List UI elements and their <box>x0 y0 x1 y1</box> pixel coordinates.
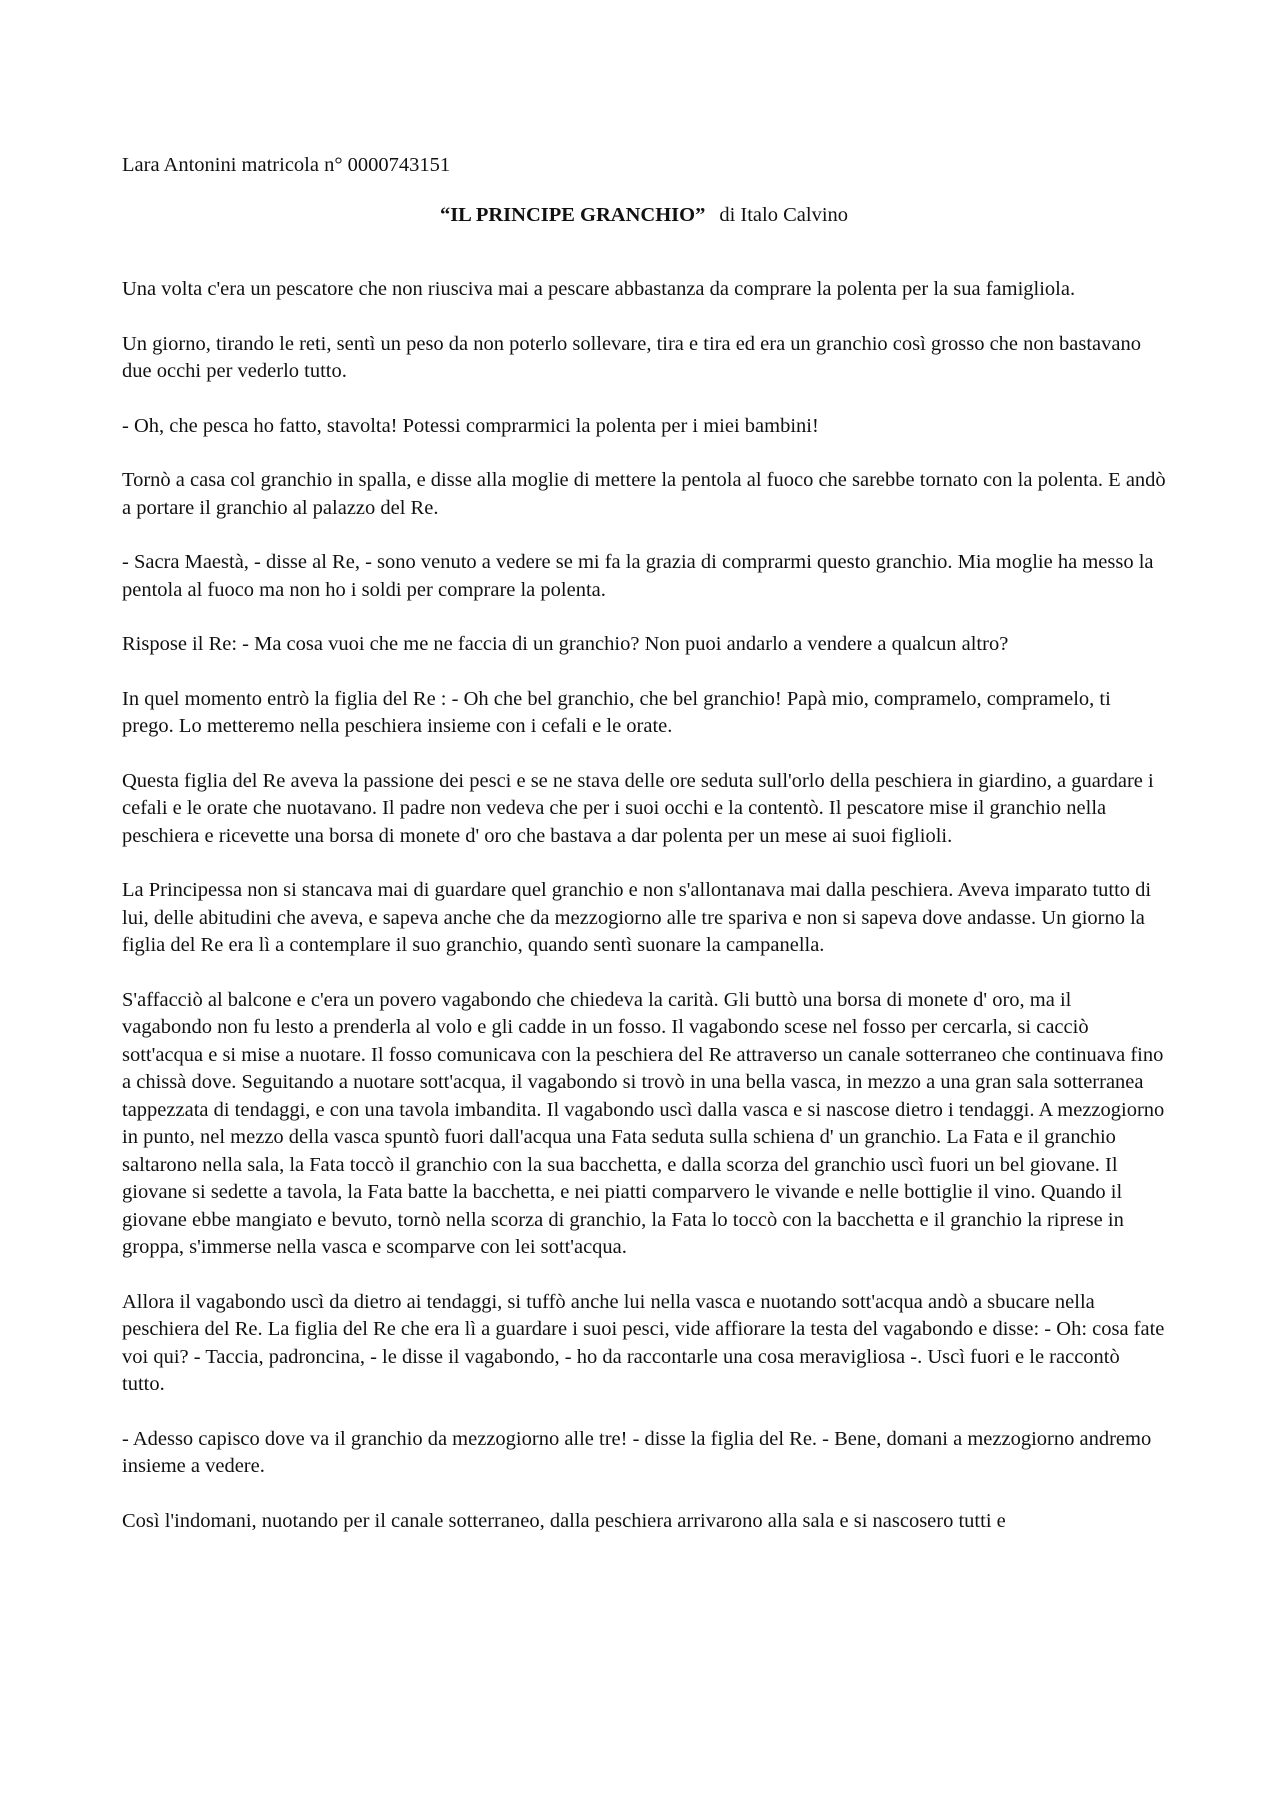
paragraph: - Adesso capisco dove va il granchio da mezzogiorno alle tre! - disse la figlia del Re. - Bene, domani a mezzogiorno andremo insieme a vedere. <box>122 1427 1152 1477</box>
paragraph: S'affacciò al balcone e c'era un povero vagabondo che chiedeva la carità. Gli buttò una borsa di monete d' oro, ma il vagabondo non fu lesto a prenderla al volo e gli cadde in un fosso. Il vagabondo scese nel fosso per cercarla, si cacciò sott'acqua e si mise a nuotare. Il fosso comunicava con la peschiera del Re attraverso un canale sotterraneo che continuava fino a chissà dove. Seguitando a nuotare sott'acqua, il vagabondo si trovò in una bella vasca, in mezzo a una gran sala sotterranea tappezzata di tendaggi, e con una tavola imbandita. Il vagabondo uscì dalla vasca e si nascose dietro i tendaggi. A mezzogiorno in punto, nel mezzo della vasca spuntò fuori dall'acqua una Fata seduta sulla schiena d' un granchio. La Fata e il granchio saltarono nella sala, la Fata toccò il granchio con la sua bacchetta, e dalla scorza del granchio uscì fuori un bel giovane. Il giovane si sedette a tavola, la Fata batte la bacchetta, e nei piatti comparvero le vivande e nelle bottiglie il vino. Quando il giovane ebbe mangiato e bevuto, tornò nella scorza di granchio, la Fata lo toccò con la bacchetta e il granchio la riprese in groppa, s'immerse nella vasca e scomparve con lei sott'acqua. <box>122 988 1165 1258</box>
title-line <box>122 202 1166 230</box>
paragraph: Rispose il Re: - Ma cosa vuoi che me ne faccia di un granchio? Non puoi andarlo a vendere a qualcun altro? <box>122 633 1009 655</box>
paragraph: In quel momento entrò la figlia del Re : - Oh che bel granchio, che bel granchio! Papà mio, compramelo, compramelo, ti prego. Lo metteremo nella peschiera insieme con i cefali e le orate. <box>122 687 1111 737</box>
paragraph: Così l'indomani, nuotando per il canale sotterraneo, dalla peschiera arrivarono alla sala e si nascosero tutti e <box>122 1509 1006 1532</box>
paragraph: La Principessa non si stancava mai di guardare quel granchio e non s'allontanava mai dalla peschiera. Aveva imparato tutto di lui, delle abitudini che aveva, e sapeva anche che da mezzogiorno alle tre spariva e non si sapeva dove andasse. Un giorno la figlia del Re era lì a contemplare il suo granchio, quando sentì suonare la campanella. <box>122 879 1152 956</box>
story-title: “IL PRINCIPE GRANCHIO” <box>439 203 706 226</box>
student-header: Lara Antonini matricola n° 0000743151 <box>122 154 451 176</box>
paragraph: - Sacra Maestà, - disse al Re, - sono venuto a vedere se mi fa la grazia di comprarmi questo granchio. Mia moglie ha messo la pentola al fuoco ma non ho i soldi per comprare la polenta. <box>122 551 1154 601</box>
paragraph: Un giorno, tirando le reti, sentì un peso da non poterlo sollevare, tira e tira ed era un granchio così grosso che non bastavano due occhi per vederlo tutto. <box>122 332 1142 382</box>
paragraph: - Oh, che pesca ho fatto, stavolta! Potessi comprarmici la polenta per i miei bambini! <box>122 414 819 437</box>
story-author: di Italo Calvino <box>719 203 849 226</box>
paragraph: Tornò a casa col granchio in spalla, e disse alla moglie di mettere la pentola al fuoco che sarebbe tornato con la polenta. E andò a portare il granchio al palazzo del Re. <box>122 469 1166 519</box>
story-body <box>122 276 1166 1535</box>
paragraph: Una volta c'era un pescatore che non riusciva mai a pescare abbastanza da comprare la polenta per la sua famigliola. <box>122 278 1076 300</box>
paragraph: Allora il vagabondo uscì da dietro ai tendaggi, si tuffò anche lui nella vasca e nuotando sott'acqua andò a sbucare nella peschiera del Re. La figlia del Re che era lì a guardare i suoi pesci, vide affiorare la testa del vagabondo e disse: - Oh: cosa fate voi qui? - Taccia, padroncina, - le disse il vagabondo, - ho da raccontarle una cosa meravigliosa -. Uscì fuori e le raccontò tutto. <box>122 1290 1165 1395</box>
document-page <box>122 152 1166 1562</box>
paragraph: Questa figlia del Re aveva la passione dei pesci e se ne stava delle ore seduta sull'orlo della peschiera in giardino, a guardare i cefali e le orate che nuotavano. Il padre non vedeva che per i suoi occhi e la contentò. Il pescatore mise il granchio nella peschiera e ricevette una borsa di monete d' oro che bastava a dar polenta per un mese ai suoi figlioli. <box>122 769 1154 847</box>
